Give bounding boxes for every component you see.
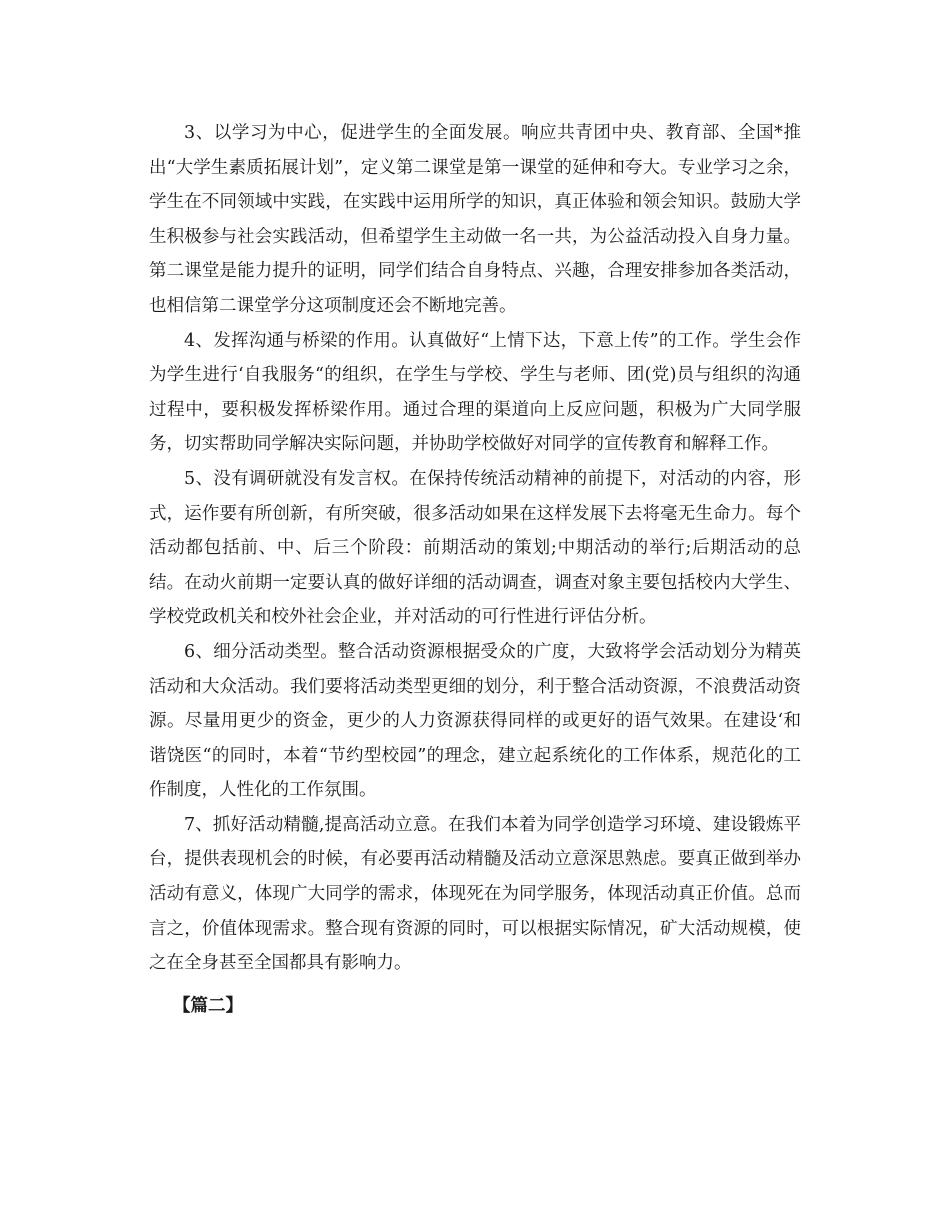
paragraph-4: 4、发挥沟通与桥梁的作用。认真做好“上情下达，下意上传”的工作。学生会作为学生进行‘自我服务“的组织，在学生与学校、学生与老师、团(党)员与组织的沟通过程中，要积极发挥桥梁作用。通过合理的渠道向上反应问题，积极为广大同学服务，切实帮助同学解决实际问题，并协助学校做好对同学的宣传教育和解释工作。 bbox=[149, 330, 801, 455]
paragraph-7: 7、抓好活动精髓,提高活动立意。在我们本着为同学创造学习环境、建设锻炼平台，提供表现机会的时候，有必要再活动精髓及活动立意深思熟虑。要真正做到举办活动有意义，体现广大同学的需求，体现死在为同学服务，体现活动真正价值。总而言之，价值体现需求。整合现有资源的同时，可以根据实际情况，矿大活动规模，使之在全身甚至全国都具有影响力。 bbox=[149, 814, 801, 974]
paragraph-3: 3、以学习为中心，促进学生的全面发展。响应共青团中央、教育部、全国*推出“大学生素质拓展计划”，定义第二课堂是第一课堂的延伸和夸大。专业学习之余，学生在不同领域中实践，在实践中运用所学的知识，真正体验和领会知识。鼓励大学生积极参与社会实践活动，但希望学生主动做一名一共，为公益活动投入自身力量。第二课堂是能力提升的证明，同学们结合自身特点、兴趣，合理安排参加各类活动，也相信第二课堂学分这项制度还会不断地完善。 bbox=[149, 123, 801, 316]
section-heading: 【篇二】 bbox=[173, 995, 243, 1016]
document-body bbox=[149, 116, 801, 1023]
paragraph-6: 6、细分活动类型。整合活动资源根据受众的广度，大致将学会活动划分为精英活动和大众活动。我们要将活动类型更细的划分，利于整合活动资源，不浪费活动资源。尽量用更少的资金，更少的人力资源获得同样的或更好的语气效果。在建设‘和谐饶医“的同时，本着“节约型校园”的理念，建立起系统化的工作体系，规范化的工作制度，人性化的工作氛围。 bbox=[149, 641, 801, 801]
paragraph-5: 5、没有调研就没有发言权。在保持传统活动精神的前提下，对活动的内容，形式，运作要有所创新，有所突破，很多活动如果在这样发展下去将毫无生命力。每个活动都包括前、中、后三个阶段：前期活动的策划;中期活动的举行;后期活动的总结。在动火前期一定要认真的做好详细的活动调查，调查对象主要包括校内大学生、学校党政机关和校外社会企业，并对活动的可行性进行评估分析。 bbox=[149, 468, 801, 628]
